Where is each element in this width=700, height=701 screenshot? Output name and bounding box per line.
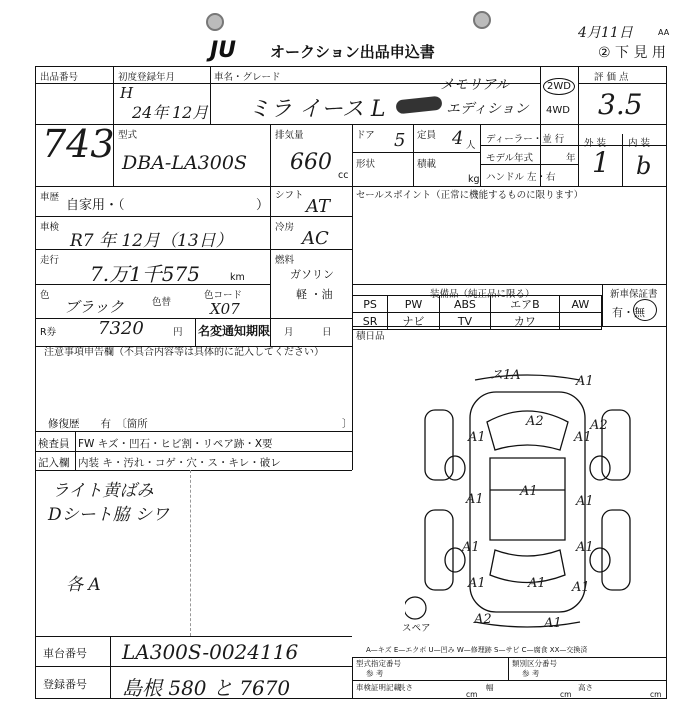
inspector-checklist-exterior: FW キズ・凹石・ヒビ割・リペア跡・X要 <box>78 438 273 450</box>
inspection-value: R7 年 12月（13日） <box>70 231 233 251</box>
lot-number-value: 743 <box>42 122 115 166</box>
color-change-label: 色替 <box>152 297 172 308</box>
equip-sr: SR <box>353 313 388 330</box>
warranty-value: 有・無 <box>612 306 645 319</box>
notice-deadline-label: 名変通知期限 <box>198 324 271 338</box>
shift-value: AT <box>306 196 331 217</box>
color-code-label: 色コード <box>204 290 243 301</box>
equip-airbag: エアB <box>491 296 560 313</box>
history-close: ） <box>256 198 270 213</box>
damage-mark-2: A1 <box>576 374 594 389</box>
displacement-unit: cc <box>338 170 349 181</box>
registration-number-label: 登録番号 <box>43 678 87 691</box>
damage-mark-10: A1 <box>462 540 480 555</box>
damage-mark-6: A1 <box>574 430 592 445</box>
damage-mark-15: A2 <box>474 612 492 627</box>
aircon-label: 冷房 <box>275 222 295 233</box>
form-title: オークション出品申込書 <box>270 43 435 61</box>
fuel-light-oil: 軽 ・油 <box>296 288 333 301</box>
car-name-line3: エディション <box>446 101 529 117</box>
width-unit: cm <box>560 690 572 699</box>
fuel-gasoline: ガソリン <box>290 268 334 281</box>
height-label: 高さ <box>578 683 593 692</box>
color-label: 色 <box>40 290 50 301</box>
damage-mark-1: ス1A <box>490 368 521 383</box>
length-label: 長さ <box>398 683 413 692</box>
recycle-unit: 円 <box>173 327 183 338</box>
spare-label: スペア <box>402 623 431 634</box>
certificate-label: 車検証明記載 <box>356 683 401 692</box>
class-number-label: 類別区分番号 <box>512 659 557 668</box>
drive-4wd: 4WD <box>546 105 570 116</box>
seats-unit: 人 <box>466 140 476 151</box>
damage-mark-16: A1 <box>544 616 562 631</box>
dealer-label: ディーラー・並 行 <box>486 134 565 145</box>
equip-aw: AW <box>559 296 601 313</box>
model-year-unit: 年 <box>566 153 576 164</box>
history-value: 自家用・（ <box>66 198 125 213</box>
registration-number-value: 島根 580 と 7670 <box>122 676 291 700</box>
first-registration-label: 初度登録年月 <box>118 72 176 83</box>
lot-number-label: 出品番号 <box>40 72 79 83</box>
equip-abs: ABS <box>439 296 490 313</box>
inspector-note-3: 各 A <box>66 575 101 595</box>
damage-mark-9: A1 <box>576 494 594 509</box>
binder-hole-right <box>473 11 491 29</box>
score-value: 3.5 <box>598 88 643 121</box>
repair-history-label: 修復歴 有 〔箇所 <box>48 418 148 430</box>
model-year-label: モデル年式 <box>486 153 534 164</box>
class-number-ref: 参 考 <box>522 669 540 678</box>
damage-mark-3: A2 <box>526 414 544 429</box>
score-label: 評 価 点 <box>594 72 629 83</box>
exterior-label: 外 装 <box>584 138 607 149</box>
history-label: 車歴 <box>40 192 60 203</box>
damage-mark-5: A1 <box>468 430 486 445</box>
inspection-label: 車検 <box>40 222 60 233</box>
damage-legend: A—キズ E—エクボ U—凹み W—修理跡 S—サビ C—腐食 XX—交換済 <box>366 646 588 654</box>
logo: JU <box>210 38 237 63</box>
displacement-label: 排気量 <box>275 130 304 141</box>
auction-date: 4月11日 <box>578 25 633 41</box>
mileage-unit: km <box>230 272 245 283</box>
inspector-label: 検査員 <box>38 438 70 450</box>
width-label: 幅 <box>486 683 494 692</box>
registration-era: H <box>120 84 134 102</box>
doors-label: ドア <box>356 130 375 141</box>
chassis-number-label: 車台番号 <box>43 647 87 660</box>
entry-label: 記入欄 <box>38 457 70 469</box>
car-name-line2: ミラ イース L <box>248 97 386 122</box>
registration-year: 24年 <box>132 103 169 122</box>
warranty-label: 新車保証書 <box>610 289 658 300</box>
color-code-value: X07 <box>210 300 240 318</box>
interior-label: 内 装 <box>628 138 651 149</box>
shift-label: シフト <box>275 190 304 201</box>
model-code-label: 型式 <box>118 130 138 141</box>
damage-mark-13: A1 <box>528 576 546 591</box>
recycle-value: 7320 <box>98 318 144 339</box>
type-designation-label: 型式指定番号 <box>356 659 401 668</box>
exterior-score: 1 <box>592 146 610 179</box>
car-name-label: 車名・グレード <box>214 72 281 83</box>
repair-history-close: 〕 <box>342 418 353 430</box>
warranty-circle <box>633 299 657 321</box>
equipment-grid <box>352 295 602 330</box>
load-unit: kg <box>468 174 480 185</box>
load-label: 積載 <box>417 159 437 170</box>
damage-mark-7: A1 <box>520 484 538 499</box>
notice-day: 日 <box>322 327 332 338</box>
sales-point-label: セールスポイント（正常に機能するものに限ります） <box>356 190 584 201</box>
copy-label: ② 下 見 用 <box>598 45 666 61</box>
recycle-label: R券 <box>40 327 57 338</box>
equipment-label: 装備品（純正品に限る） <box>430 289 535 300</box>
height-unit: cm <box>650 690 662 699</box>
color-value: ブラック <box>64 298 124 316</box>
mileage-value: 7.万1千575 <box>90 262 200 286</box>
car-name-line1: メモリアル <box>440 77 510 93</box>
type-designation-ref: 参 考 <box>366 669 384 678</box>
chassis-number-value: LA300S-0024116 <box>122 640 299 664</box>
model-code-value: DBA-LA300S <box>122 152 247 174</box>
seats-value: 4 <box>452 128 464 149</box>
inspector-checklist-interior: 内装 キ・汚れ・コゲ・穴・ス・キレ・破レ <box>78 457 281 469</box>
equip-pw: PW <box>388 296 440 313</box>
doors-value: 5 <box>394 130 406 151</box>
length-unit: cm <box>466 690 478 699</box>
equip-navi: ナビ <box>388 313 440 330</box>
damage-mark-8: A1 <box>466 492 484 507</box>
inspector-note-1: ライト黄ばみ <box>52 481 154 501</box>
displacement-value: 660 <box>290 150 332 175</box>
loaded-items-label: 積日品 <box>356 331 385 342</box>
fuel-label: 燃料 <box>275 255 295 266</box>
inspector-note-2: Dシート脇 シワ <box>48 505 170 525</box>
aircon-value: AC <box>302 228 329 249</box>
interior-score: b <box>636 152 652 180</box>
equip-tv: TV <box>439 313 490 330</box>
binder-hole-left <box>206 13 224 31</box>
damage-mark-14: A1 <box>572 580 590 595</box>
registration-month: 12月 <box>172 103 209 122</box>
equip-leather: カワ <box>491 313 560 330</box>
notice-month: 月 <box>284 327 294 338</box>
caution-label: 注意事項申告欄（不具合内容等は具体的に記入してください） <box>44 347 324 358</box>
equip-ps: PS <box>353 296 388 313</box>
damage-mark-11: A1 <box>576 540 594 555</box>
damage-mark-12: A1 <box>468 576 486 591</box>
mileage-label: 走行 <box>40 255 60 266</box>
drive-2wd: 2WD <box>543 78 575 95</box>
seats-label: 定員 <box>417 130 437 141</box>
handle-label: ハンドル 左・右 <box>486 172 556 183</box>
damage-mark-4: A2 <box>590 418 608 433</box>
date-suffix: AA <box>658 28 670 37</box>
body-shape-label: 形状 <box>356 159 376 170</box>
